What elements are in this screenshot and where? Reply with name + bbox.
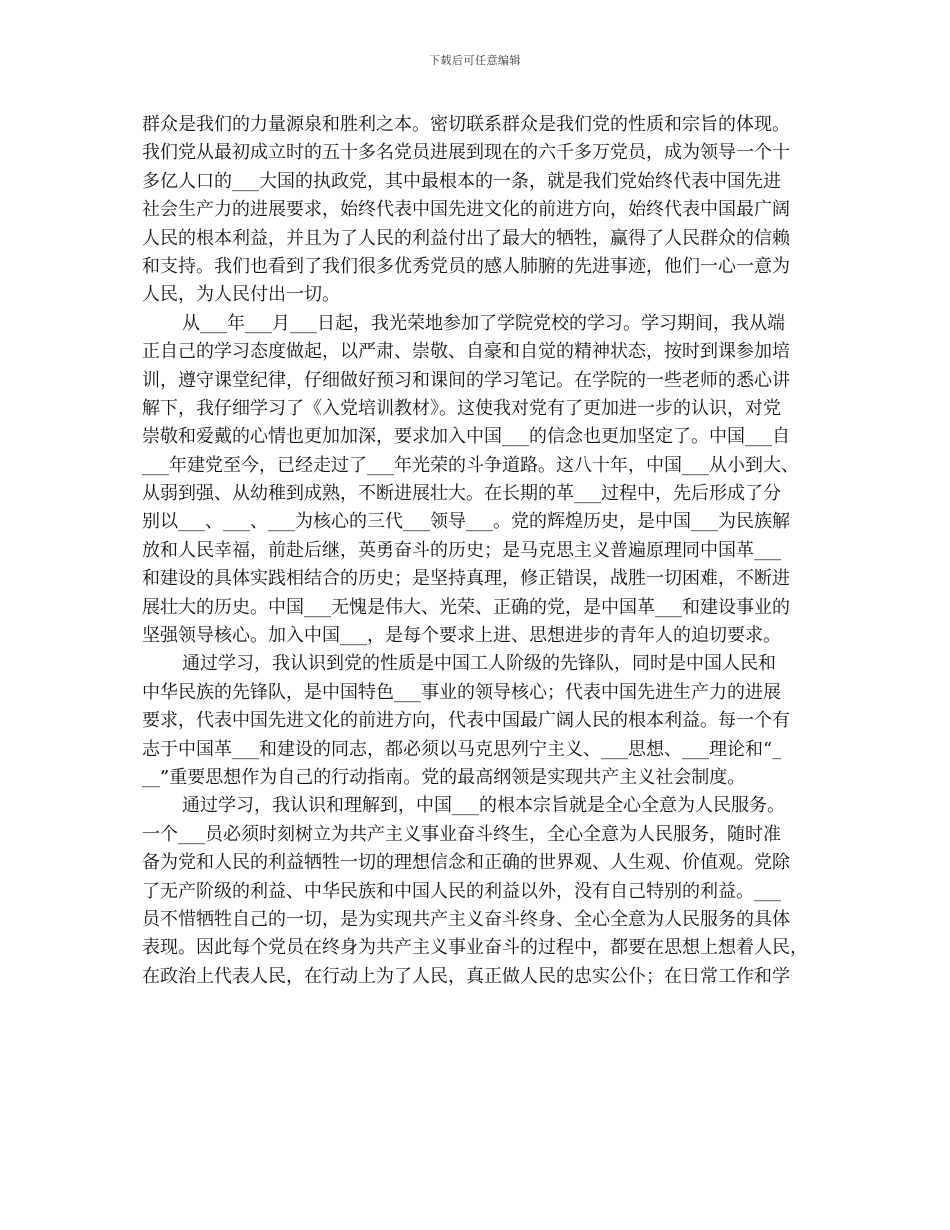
text-line: 从弱到强、从幼稚到成熟，不断进展壮大。在长期的革___过程中，先后形成了分 (142, 483, 781, 505)
text-line: 多亿人口的___大国的执政党，其中最根本的一条，就是我们党始终代表中国先进 (142, 170, 781, 192)
text-line: 一个___员必须时刻树立为共产主义事业奋斗终生，全心全意为人民服务，随时准 (142, 823, 781, 845)
text-line: 训，遵守课堂纪律，仔细做好预习和课间的学习笔记。在学院的一些老师的悉心讲 (142, 369, 790, 391)
text-line: 备为党和人民的利益牺牲一切的理想信念和正确的世界观、人生观、价值观。党除 (142, 852, 790, 874)
paragraph-first-line: 从___年___月___日起，我光荣地参加了学院党校的学习。学习期间，我从端 (182, 312, 785, 334)
text-line: 崇敬和爱戴的心情也更加加深，要求加入中国___的信念也更加坚定了。中国___自 (142, 426, 790, 448)
text-line: 在政治上代表人民，在行动上为了人民，真正做人民的忠实公仆；在日常工作和学 (142, 965, 790, 987)
text-line: 员不惜牺牲自己的一切，是为实现共产主义奋斗终身、全心全意为人民服务的具体 (142, 908, 790, 930)
text-line: 群众是我们的力量源泉和胜利之本。密切联系群众是我们党的性质和宗旨的体现。 (142, 114, 790, 135)
paragraph-first-line: 通过学习，我认识和理解到，中国___的根本宗旨就是全心全意为人民服务。 (182, 795, 785, 817)
text-line: 解下，我仔细学习了《入党培训教材》。这使我对党有了更加进一步的认识，对党 (142, 397, 781, 419)
text-line: 人民的根本利益，并且为了人民的利益付出了最大的牺牲，赢得了人民群众的信赖 (142, 227, 790, 249)
text-line: __”重要思想作为自己的行动指南。党的最高纲领是实现共产主义社会制度。 (142, 766, 746, 788)
paragraph-first-line: 通过学习，我认识到党的性质是中国工人阶级的先锋队，同时是中国人民和 (182, 653, 776, 675)
text-line: 社会生产力的进展要求，始终代表中国先进文化的前进方向，始终代表中国最广阔 (142, 199, 790, 221)
text-line: 坚强领导核心。加入中国___，是每个要求上进、思想进步的青年人的迫切要求。 (142, 625, 781, 647)
text-line: ___年建党至今，已经走过了___年光荣的斗争道路。这八十年，中国___从小到大、 (142, 454, 799, 476)
text-line: 表现。因此每个党员在终身为共产主义事业奋斗的过程中，都要在思想上想着人民， (142, 937, 808, 959)
text-line: 要求，代表中国先进文化的前进方向，代表中国最广阔人民的根本利益。每一个有 (142, 710, 790, 732)
text-line: 和建设的具体实践相结合的历史；是坚持真理，修正错误，战胜一切困难，不断进 (142, 568, 790, 590)
text-line: 展壮大的历史。中国___无愧是伟大、光荣、正确的党，是中国革___和建设事业的 (142, 596, 790, 618)
text-line: 正自己的学习态度做起，以严肃、崇敬、自豪和自觉的精神状态，按时到课参加培 (142, 341, 790, 363)
document-body (142, 111, 817, 991)
text-line: 中华民族的先锋队，是中国特色___事业的领导核心；代表中国先进生产力的进展 (142, 681, 781, 703)
text-line: 和支持。我们也看到了我们很多优秀党员的感人肺腑的先进事迹，他们一心一意为 (142, 255, 790, 277)
text-line: 我们党从最初成立时的五十多名党员进展到现在的六千多万党员，成为领导一个十 (142, 142, 790, 164)
text-line: 人民，为人民付出一切。 (142, 284, 340, 306)
text-line: 别以___、___、___为核心的三代___领导___。党的辉煌历史，是中国___为民族解 (142, 511, 790, 533)
page-header: 下载后可任意编辑 (429, 54, 521, 67)
text-line: 放和人民幸福，前赴后继，英勇奋斗的历史；是马克思主义普遍原理同中国革___ (142, 539, 781, 561)
text-line: 了无产阶级的利益、中华民族和中国人民的利益以外，没有自己特别的利益。___ (142, 880, 781, 902)
text-line: 志于中国革___和建设的同志，都必须以马克思列宁主义、___思想、___理论和“_ (142, 738, 782, 760)
